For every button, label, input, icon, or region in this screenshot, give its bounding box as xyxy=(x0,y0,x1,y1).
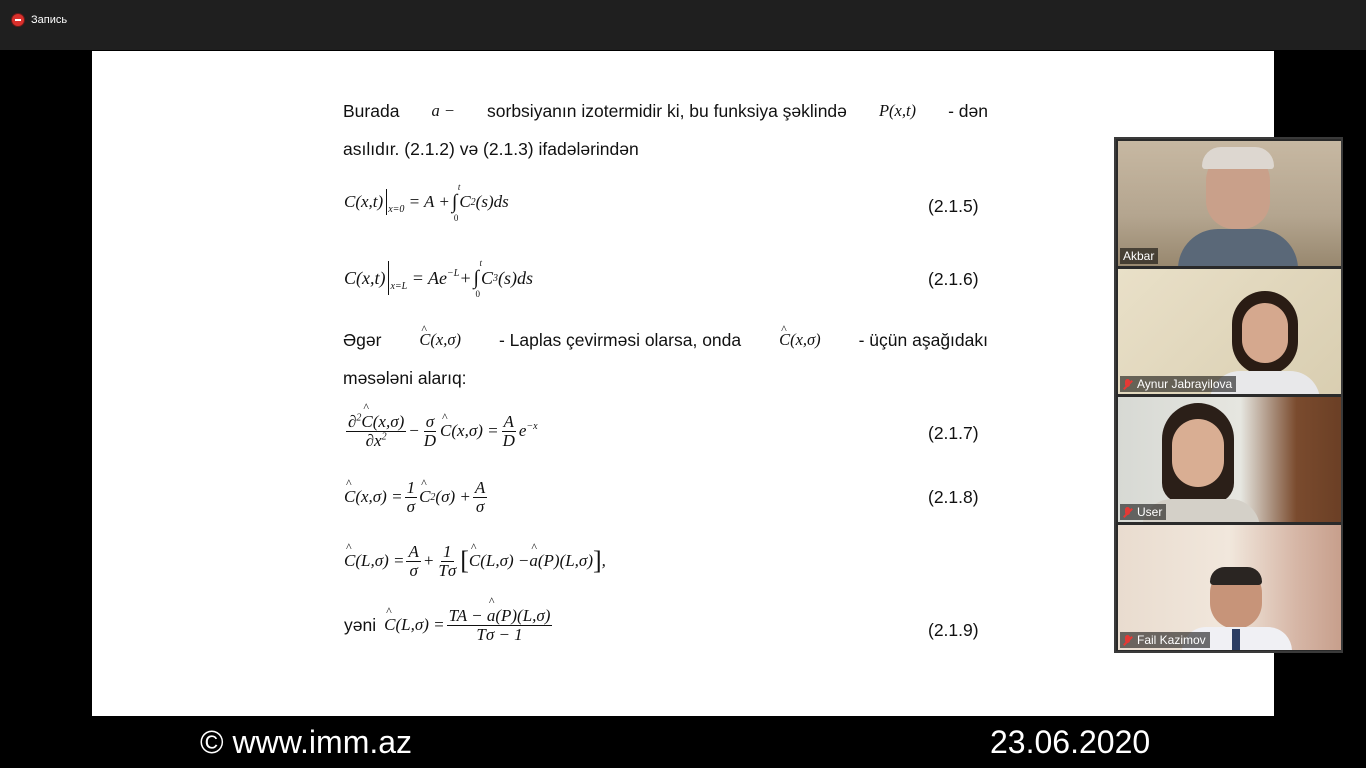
footer-bar xyxy=(0,716,1366,768)
video-tile[interactable] xyxy=(1118,525,1341,650)
participant-name: Aynur Jabrayilova xyxy=(1137,377,1233,391)
text-eger: Əgər xyxy=(343,330,382,350)
recording-label: Запись xyxy=(31,14,68,26)
top-bar xyxy=(0,0,1366,50)
text-yeni: yəni xyxy=(344,614,377,635)
equation-number-2-1-9: (2.1.9) xyxy=(928,620,979,640)
recording-indicator[interactable] xyxy=(12,11,67,29)
video-tile[interactable] xyxy=(1118,141,1341,266)
text-sorbsiya: sorbsiyanın izotermidir ki, bu funksiya şəklində xyxy=(487,101,847,121)
video-tile[interactable] xyxy=(1118,397,1341,522)
video-tile[interactable] xyxy=(1118,269,1341,394)
participant-name-tag xyxy=(1120,248,1158,264)
equation-2-1-8: ^ C (x,σ) = $\frac{1}{\sigma}$ ^ C 2 (σ) + $\frac{A}{\sigma}$ xyxy=(344,479,489,516)
equation-c-hat-l-sigma: ^ C (L,σ) = $\frac{A}{\sigma}$ + $\frac{1}{T\sigma}$ [ ^ C (L,σ) − ^ a (P)(L,σ) ] , xyxy=(344,543,606,580)
formula-c-hat-1: ^ C(x,σ) xyxy=(419,321,461,359)
paragraph-1-line-1 xyxy=(343,92,988,130)
equation-number-2-1-5: (2.1.5) xyxy=(928,196,979,216)
participant-name-tag xyxy=(1120,504,1166,520)
participant-name: Akbar xyxy=(1123,249,1155,263)
equation-2-1-5: C(x,t) $_{x=0}$ = A + ∫ t 0 C 2 (s)ds xyxy=(344,181,509,223)
text-ucun: - üçün aşağıdakı xyxy=(858,330,988,350)
participant-name-tag xyxy=(1120,376,1236,392)
paragraph-1-line-2: asılıdır. (2.1.2) və (2.1.3) ifadələrindən xyxy=(343,139,639,159)
participant-name: Fail Kazimov xyxy=(1137,633,1206,647)
formula-p-xt: P(x,t) xyxy=(878,101,917,120)
equation-number-2-1-6: (2.1.6) xyxy=(928,269,979,289)
paragraph-2-line-2: məsələni alarıq: xyxy=(343,368,467,388)
equation-2-1-7: $\frac{\partial^2\^{} C(x,\sigma)}{\partial x^2}$ − $\frac{\sigma}{D}$ ^ C (x,σ) = $\frac{A}{D}$ e $^{-x}$ xyxy=(344,413,538,450)
participants-panel xyxy=(1114,137,1343,653)
participant-name-tag xyxy=(1120,632,1210,648)
shared-slide xyxy=(92,51,1274,716)
participant-name: User xyxy=(1137,505,1163,519)
mic-muted-icon xyxy=(1123,379,1132,390)
equation-2-1-9: yəni ^ C(L,σ) = $\frac{TA - \^{} a(P)(L,\sigma)}{T\sigma - 1}$ xyxy=(344,607,554,644)
formula-c-hat-2: ^ C(x,σ) xyxy=(779,321,821,359)
record-icon xyxy=(12,14,24,26)
copyright-text: © www.imm.az xyxy=(200,724,413,760)
equation-2-1-6: C(x,t) $_{x=L}$ = Ae −L + ∫ t 0 C 3 (s)ds xyxy=(344,257,534,299)
text-laplas: - Laplas çevirməsi olarsa, onda xyxy=(498,330,742,350)
paragraph-1 xyxy=(343,92,988,168)
participant-video xyxy=(1188,149,1288,266)
equation-number-2-1-8: (2.1.8) xyxy=(928,487,979,507)
mic-muted-icon xyxy=(1123,635,1132,646)
equation-number-2-1-7: (2.1.7) xyxy=(928,423,979,443)
text-burada: Burada xyxy=(343,101,400,121)
text-den: - dən xyxy=(948,101,988,121)
formula-a: a − xyxy=(431,101,455,120)
paragraph-2 xyxy=(343,321,988,397)
date-text: 23.06.2020 xyxy=(990,724,1151,760)
paragraph-2-line-1 xyxy=(343,321,988,359)
mic-muted-icon xyxy=(1123,507,1132,518)
